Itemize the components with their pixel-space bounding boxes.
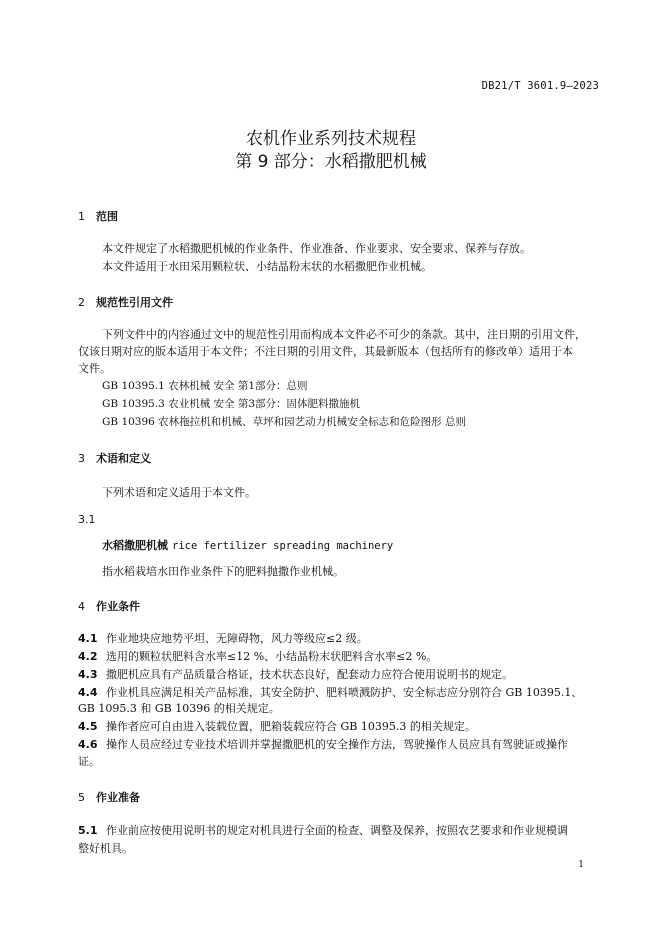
section-number: 2 bbox=[78, 296, 85, 309]
section-2-heading bbox=[78, 294, 173, 310]
reference-item: GB 10395.3 农业机械 安全 第3部分：固体肥料撒施机 bbox=[102, 398, 361, 410]
section-title: 范围 bbox=[96, 210, 118, 223]
section-number: 1 bbox=[78, 210, 85, 223]
clause-continuation: 证。 bbox=[78, 755, 100, 768]
clause-number: 4.5 bbox=[78, 720, 98, 733]
clause-4-2 bbox=[78, 648, 437, 665]
paragraph: 本文件规定了水稻撒肥机械的作业条件、作业准备、作业要求、安全要求、保养与存放。 bbox=[102, 242, 531, 255]
section-title: 规范性引用文件 bbox=[96, 296, 173, 309]
page-number: 1 bbox=[578, 860, 584, 870]
clause-number: 4.6 bbox=[78, 738, 98, 751]
term-number: 3.1 bbox=[78, 513, 96, 526]
document-title-line1: 农机作业系列技术规程 bbox=[246, 129, 416, 149]
section-number: 4 bbox=[78, 600, 85, 613]
reference-item: GB 10396 农林拖拉机和机械、草坪和园艺动力机械安全标志和危险图形 总则 bbox=[102, 416, 467, 428]
clause-number: 4.3 bbox=[78, 668, 98, 681]
clause-number: 4.2 bbox=[78, 650, 98, 663]
term-english: rice fertilizer spreading machinery bbox=[172, 540, 394, 552]
clause-continuation: GB 1095.3 和 GB 10396 的相关规定。 bbox=[78, 702, 280, 715]
clause-text: 作业机具应满足相关产品标准，其安全防护、肥料喷溅防护、安全标志应分别符合 GB 10395.1、 bbox=[106, 686, 583, 699]
clause-text: 操作人员应经过专业技术培训并掌握撒肥机的安全操作方法，驾驶操作人员应具有驾驶证或操作 bbox=[106, 738, 568, 751]
section-title: 作业条件 bbox=[96, 600, 140, 613]
reference-item: GB 10395.1 农林机械 安全 第1部分：总则 bbox=[102, 380, 308, 392]
document-number: DB21/T 3601.9—2023 bbox=[481, 80, 599, 92]
term-chinese: 水稻撒肥机械 bbox=[102, 539, 168, 552]
clause-text: 作业前应按使用说明书的规定对机具进行全面的检查、调整及保养，按照农艺要求和作业规模调 bbox=[106, 824, 568, 837]
clause-text: 撒肥机应具有产品质量合格证，技术状态良好，配套动力应符合使用说明书的规定。 bbox=[106, 668, 513, 681]
term-entry bbox=[102, 537, 393, 553]
clause-4-1 bbox=[78, 630, 368, 647]
clause-4-5 bbox=[78, 718, 476, 735]
section-4-heading bbox=[78, 598, 140, 614]
paragraph: 本文件适用于水田采用颗粒状、小结晶粉末状的水稻撒肥作业机械。 bbox=[102, 260, 432, 273]
clause-5-1 bbox=[78, 822, 568, 839]
section-5-heading bbox=[78, 789, 140, 805]
section-3-heading bbox=[78, 450, 151, 466]
clause-number: 5.1 bbox=[78, 824, 98, 837]
clause-text: 操作者应可自由进入装载位置，肥箱装载应符合 GB 10395.3 的相关规定。 bbox=[106, 720, 476, 733]
section-number: 3 bbox=[78, 452, 85, 465]
clause-text: 作业地块应地势平坦、无障碍物，风力等级应≤2 级。 bbox=[106, 632, 368, 645]
term-definition: 指水稻栽培水田作业条件下的肥料抛撒作业机械。 bbox=[102, 565, 344, 578]
clause-continuation: 整好机具。 bbox=[78, 842, 133, 855]
paragraph: 文件。 bbox=[78, 362, 111, 375]
document-title-line2: 第 9 部分：水稻撒肥机械 bbox=[235, 152, 427, 172]
section-number: 5 bbox=[78, 791, 85, 804]
clause-text: 选用的颗粒状肥料含水率≤12 %、小结晶粉末状肥料含水率≤2 %。 bbox=[106, 650, 438, 663]
clause-number: 4.4 bbox=[78, 686, 98, 699]
clause-4-4 bbox=[78, 684, 582, 701]
section-title: 术语和定义 bbox=[96, 452, 151, 465]
paragraph: 下列文件中的内容通过文中的规范性引用而构成本文件必不可少的条款。其中，注日期的引用文件， bbox=[102, 328, 586, 341]
paragraph: 下列术语和定义适用于本文件。 bbox=[102, 486, 256, 499]
paragraph: 仅该日期对应的版本适用于本文件；不注日期的引用文件，其最新版本（包括所有的修改单）适用于本 bbox=[78, 345, 573, 358]
clause-4-3 bbox=[78, 666, 513, 683]
section-1-heading bbox=[78, 208, 118, 224]
clause-4-6 bbox=[78, 736, 568, 753]
section-title: 作业准备 bbox=[96, 791, 140, 804]
clause-number: 4.1 bbox=[78, 632, 98, 645]
